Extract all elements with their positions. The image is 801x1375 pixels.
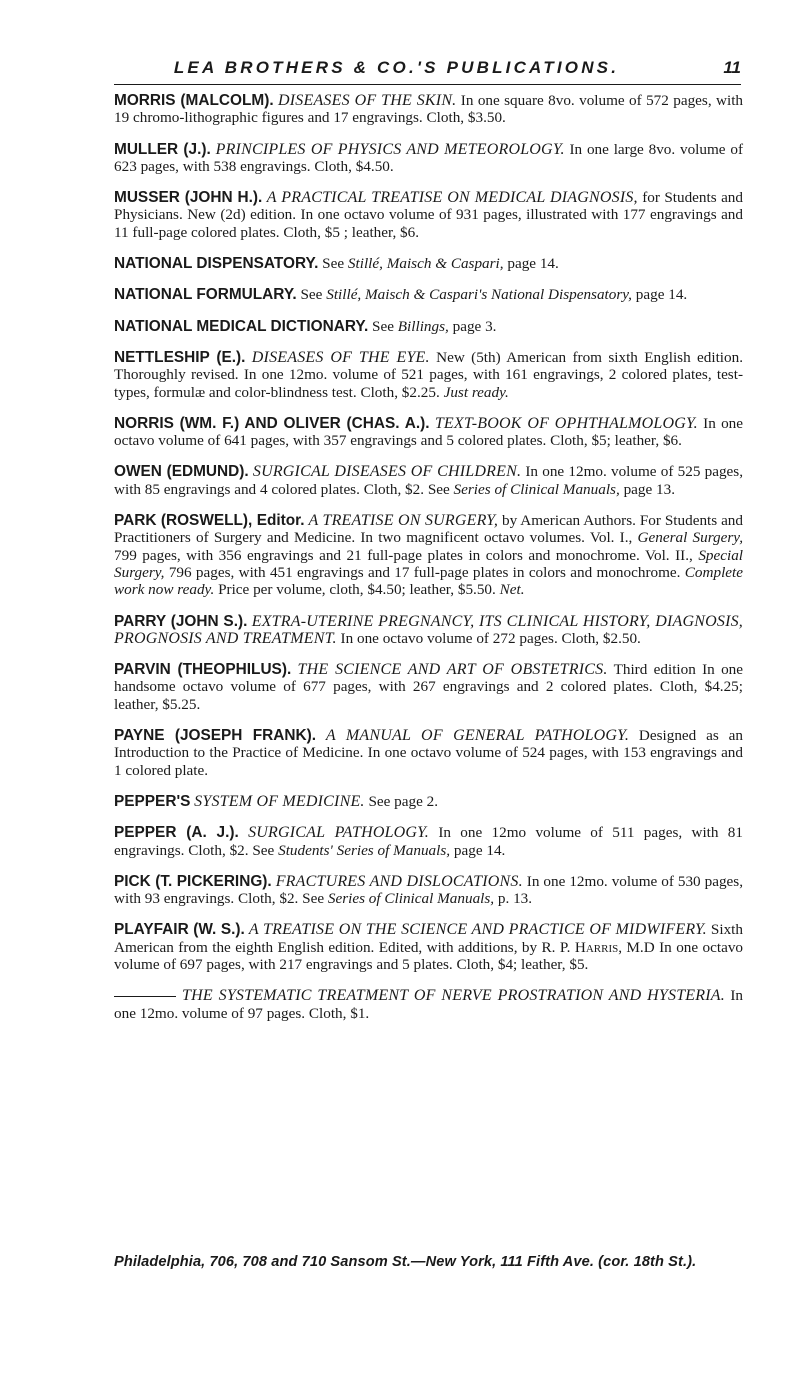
book-description: In one 12mo. volume of 525 pages, with 85 engravings and 4 colored plates. Cloth, $2. See xyxy=(114,463,743,498)
book-title: THE SCIENCE AND ART OF OBSTETRICS. xyxy=(297,661,608,679)
book-title: SURGICAL PATHOLOGY. xyxy=(248,824,430,842)
volume-title: General Surgery, xyxy=(637,529,744,547)
book-description: In one octavo volume of 697 pages, with 217 engravings and 5 plates. Cloth, $4; leather, $5. xyxy=(114,938,744,973)
cross-reference: Series of Clinical Manuals, xyxy=(327,890,495,908)
author-name: PEPPER (A. J.). xyxy=(114,824,239,842)
author-name: PARRY (JOHN S.). xyxy=(114,612,248,630)
book-title: PRINCIPLES OF PHYSICS AND METEOROLOGY. xyxy=(215,140,565,158)
author-name: NATIONAL MEDICAL DICTIONARY. xyxy=(114,317,369,335)
availability-note: Complete work now ready. xyxy=(114,563,743,599)
page-reference: page 13. xyxy=(623,480,676,498)
book-title: A PRACTICAL TREATISE ON MEDICAL DIAGNOSIS, xyxy=(266,189,638,207)
author-name: MORRIS (MALCOLM). xyxy=(114,92,274,109)
catalog-entry-musser xyxy=(114,189,743,241)
catalog-entries xyxy=(114,92,743,1036)
see-text: See xyxy=(300,286,323,304)
cross-reference: Series of Clinical Manuals, xyxy=(453,480,620,498)
ditto-dash xyxy=(114,996,176,997)
catalog-entry-playfair-nerve xyxy=(114,987,743,1022)
header-rule xyxy=(114,84,741,85)
book-description: 799 pages, with 356 engravings and 21 full-page plates in colors and monochrome. Vol. II., xyxy=(114,546,693,564)
book-description: 796 pages, with 451 engravings and 17 full-page plates in colors and monochrome. xyxy=(168,563,681,581)
book-title: A TREATISE ON THE SCIENCE AND PRACTICE OF MIDWIFERY. xyxy=(248,921,707,939)
cross-reference: Stillé, Maisch & Caspari, xyxy=(347,255,504,273)
header-title: LEA BROTHERS & CO.'S PUBLICATIONS. xyxy=(173,58,620,77)
author-name: PARVIN (THEOPHILUS). xyxy=(114,661,292,679)
cross-reference: Billings, xyxy=(397,317,449,335)
author-name: MUSSER (JOHN H.). xyxy=(114,189,263,207)
see-text: See xyxy=(372,317,394,335)
catalog-entry-parvin xyxy=(114,661,743,713)
author-name: MULLER (J.). xyxy=(114,140,211,158)
catalog-entry-pick xyxy=(114,873,743,908)
book-description: In one large 8vo. volume of 623 pages, with 538 engravings. Cloth, $4.50. xyxy=(114,140,744,175)
book-description: New (5th) American from sixth English edition. Thoroughly revised. In one 12mo. volume of 521 pages, with 161 engravings, 2 colored plates, test-types, formulæ and color-blindness test. Cloth, $2.25. xyxy=(114,348,744,401)
book-description: for Students and Physicians. New (2d) edition. In one octavo volume of 931 pages, illustrated with 177 engravings and 11 full-page colored plates. Cloth, $5 ; leather, $6. xyxy=(114,189,743,241)
page-reference: page 3. xyxy=(452,317,497,335)
book-title: TEXT-BOOK OF OPHTHALMOLOGY. xyxy=(434,414,698,432)
cross-reference: Stillé, Maisch & Caspari's National Dispensatory, xyxy=(326,286,632,304)
author-name: PLAYFAIR (W. S.). xyxy=(114,921,245,939)
availability-note: Just ready. xyxy=(443,383,509,401)
net-note: Net. xyxy=(499,581,525,599)
author-name: NATIONAL FORMULARY. xyxy=(114,286,297,304)
catalog-entry-muller xyxy=(114,141,743,176)
book-description: In one square 8vo. volume of 572 pages, with 19 chromo-lithographic figures and 17 engravings. Cloth, $3.50. xyxy=(114,92,744,127)
author-name: PAYNE (JOSEPH FRANK). xyxy=(114,727,317,745)
publisher-address-footer: Philadelphia, 706, 708 and 710 Sansom St.—New York, 111 Fifth Ave. (cor. 18th St.). xyxy=(114,1254,697,1270)
page-reference: page 14. xyxy=(635,286,688,304)
author-name: PEPPER'S xyxy=(114,792,191,810)
book-title: SYSTEM OF MEDICINE. xyxy=(194,792,365,810)
author-name: NATIONAL DISPENSATORY. xyxy=(114,255,319,273)
book-title: A MANUAL OF GENERAL PATHOLOGY. xyxy=(325,727,630,745)
book-title: DISEASES OF THE EYE. xyxy=(251,348,430,366)
author-name: PARK (ROSWELL), Editor. xyxy=(114,512,305,530)
author-name: NORRIS (WM. F.) AND OLIVER (CHAS. A.). xyxy=(114,414,430,432)
book-description: Designed as an Introduction to the Practice of Medicine. In one octavo volume of 524 pages, with 153 engravings and 1 colored plate. xyxy=(114,727,744,779)
author-name: PICK (T. PICKERING). xyxy=(114,872,272,890)
book-description: Sixth American from the eighth English edition. Edited, with additions, by xyxy=(114,921,743,956)
book-title: SURGICAL DISEASES OF CHILDREN. xyxy=(252,463,522,481)
author-name: OWEN (EDMUND). xyxy=(114,463,249,481)
page-reference: page 14. xyxy=(453,841,506,859)
catalog-entry-parry xyxy=(114,613,743,648)
cross-reference: Students' Series of Manuals, xyxy=(278,841,451,859)
book-description: In one 12mo. volume of 97 pages. Cloth, $1. xyxy=(114,987,743,1022)
editor-name: R. P. Harris, M.D xyxy=(541,938,655,956)
catalog-entry-owen xyxy=(114,463,743,498)
catalog-entry-national-medical-dictionary xyxy=(114,318,743,335)
book-title: EXTRA-UTERINE PREGNANCY, ITS CLINICAL HISTORY, DIAGNOSIS, PROGNOSIS AND TREATMENT. xyxy=(114,612,744,647)
book-description: by American Authors. For Students and Practitioners of Surgery and Medicine. In two magnificent octavo volumes. Vol. I., xyxy=(114,512,743,547)
catalog-entry-pepper-aj xyxy=(114,824,743,859)
volume-title: Special Surgery, xyxy=(114,546,744,581)
catalog-entry-playfair xyxy=(114,921,743,973)
book-title: A TREATISE ON SURGERY, xyxy=(308,512,499,530)
book-description: In one octavo volume of 641 pages, with 357 engravings and 5 colored plates. Cloth, $5; leather, $6. xyxy=(114,414,744,450)
book-description: In one 12mo volume of 511 pages, with 81 engravings. Cloth, $2. See xyxy=(114,824,743,859)
page-reference: p. 13. xyxy=(497,890,533,908)
catalog-entry-national-formulary xyxy=(114,286,743,303)
page-number: 11 xyxy=(723,58,741,77)
book-description: In one octavo volume of 272 pages. Cloth, $2.50. xyxy=(340,629,641,647)
running-header xyxy=(112,58,741,84)
book-title: THE SYSTEMATIC TREATMENT OF NERVE PROSTRATION AND HYSTERIA. xyxy=(182,987,725,1005)
see-text: See xyxy=(322,255,345,273)
catalog-entry-nettleship xyxy=(114,349,743,401)
catalog-entry-payne xyxy=(114,727,743,779)
catalog-entry-morris xyxy=(114,92,743,127)
catalog-entry-norris-oliver xyxy=(114,415,743,450)
page-reference: page 14. xyxy=(507,255,559,273)
book-title: DISEASES OF THE SKIN. xyxy=(278,92,457,109)
catalog-entry-park xyxy=(114,512,743,598)
book-description: In one 12mo. volume of 530 pages, with 93 engravings. Cloth, $2. See xyxy=(114,872,743,908)
price-text: Price per volume, cloth, $4.50; leather, $5.50. xyxy=(218,581,496,599)
book-description: See page 2. xyxy=(368,792,439,810)
catalog-entry-national-dispensatory xyxy=(114,255,743,272)
book-title: FRACTURES AND DISLOCATIONS. xyxy=(275,872,523,890)
catalog-entry-pepper-system xyxy=(114,793,743,810)
author-name: NETTLESHIP (E.). xyxy=(114,348,246,366)
book-description: Third edition In one handsome octavo volume of 677 pages, with 267 engravings and 2 colored plates. Cloth, $4.25; leather, $5.25. xyxy=(114,661,743,713)
